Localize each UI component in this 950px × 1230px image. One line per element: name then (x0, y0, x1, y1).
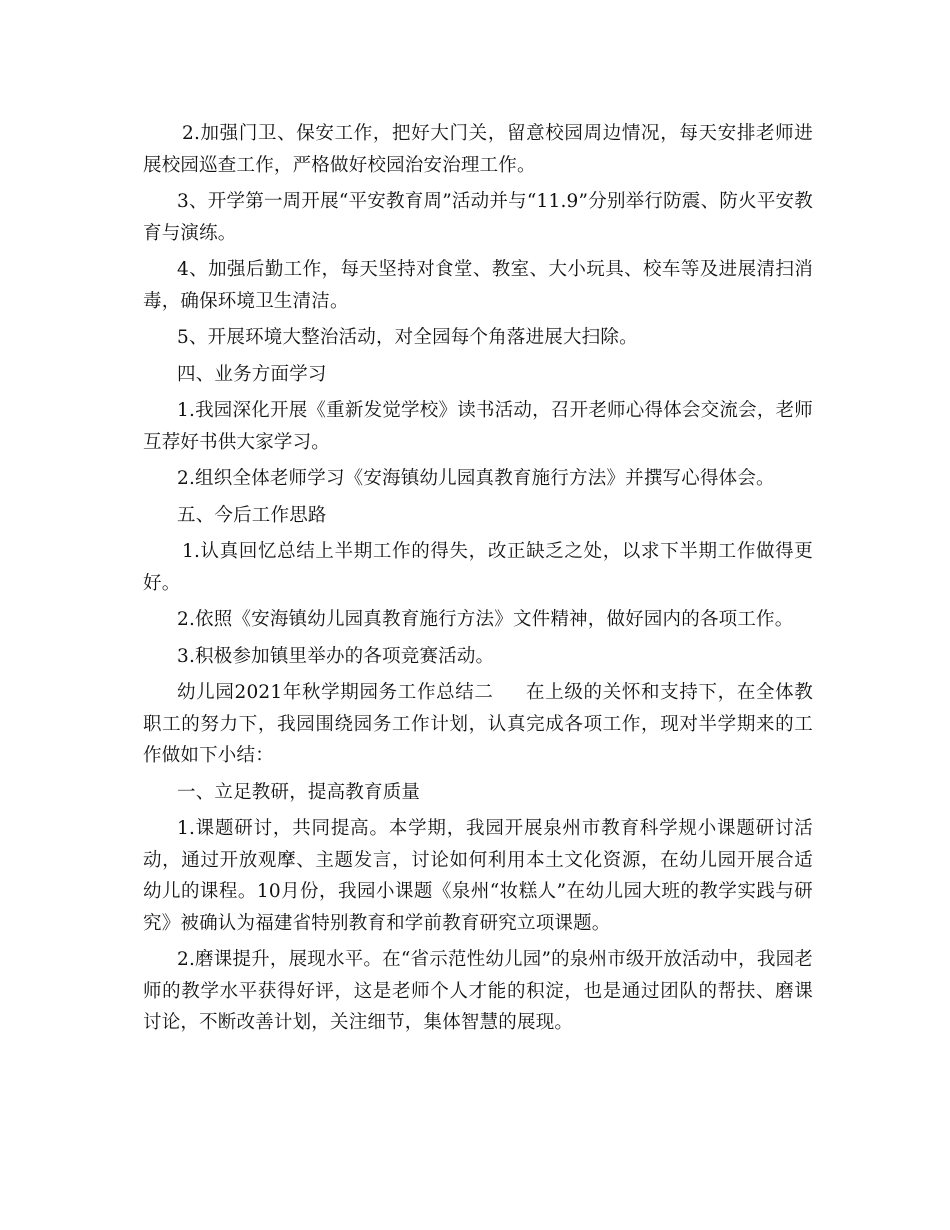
paragraph-lesson-polish: 2.磨课提升，展现水平。在“省示范性幼儿园”的泉州市级开放活动中，我园老师的教学水平获得好评，这是老师个人才能的积淀，也是通过团队的帮扶、磨课讨论，不断改善计划，关注细节，集体智慧的展现。 (143, 949, 813, 1033)
document-body (143, 118, 813, 1044)
paragraph-follow-method: 2.依照《安海镇幼儿园真教育施行方法》文件精神，做好园内的各项工作。 (177, 609, 794, 630)
paragraph-security-gate: 2.加强门卫、保安工作，把好大门关，留意校园周边情况，每天安排老师进展校园巡查工作，严格做好校园治安治理工作。 (143, 123, 813, 176)
paragraph-research-project: 1.课题研讨，共同提高。本学期，我园开展泉州市教育科学规小课题研讨活动，通过开放观摩、主题发言，讨论如何利用本土文化资源，在幼儿园开展合适幼儿的课程。10月份，我园小课题《泉州“妆糕人”在幼儿园大班的教学实践与研究》被确认为福建省特别教育和学前教育研究立项课题。 (143, 818, 813, 934)
paragraph-review: 1.认真回忆总结上半期工作的得失，改正缺乏之处，以求下半期工作做得更好。 (143, 541, 813, 594)
summary-intro: 在上级的关怀和支持下，在全体教职工的努力下，我园围绕园务工作计划，认真完成各项工作，现对半学期来的工作做如下小结： (143, 682, 813, 766)
paragraph-environment: 5、开展环境大整治活动，对全园每个角落进展大扫除。 (177, 327, 638, 348)
paragraph-competitions: 3.积极参加镇里举办的各项竞赛活动。 (177, 645, 495, 667)
paragraph-reading-activity: 1.我园深化开展《重新发觉学校》读书活动，召开老师心得体会交流会，老师互荐好书供大家学习。 (143, 400, 813, 453)
heading-business-study: 四、业务方面学习 (177, 363, 327, 385)
paragraph-teacher-study: 2.组织全体老师学习《安海镇幼儿园真教育施行方法》并撰写心得体会。 (177, 468, 775, 489)
heading-future-work: 五、今后工作思路 (177, 504, 327, 526)
paragraph-safety-week: 3、开学第一周开展“平安教育周”活动并与“11.9”分别举行防震、防火平安教育与演练。 (143, 191, 813, 244)
paragraph-logistics: 4、加强后勤工作，每天坚持对食堂、教室、大小玩具、校车等及进展清扫消毒，确保环境卫生清洁。 (143, 259, 813, 312)
paragraph-summary-two (143, 677, 813, 772)
heading-teaching-research: 一、立足教研，提高教育质量 (177, 781, 421, 803)
summary-title: 幼儿园2021年秋学期园务工作总结二 (177, 682, 494, 703)
